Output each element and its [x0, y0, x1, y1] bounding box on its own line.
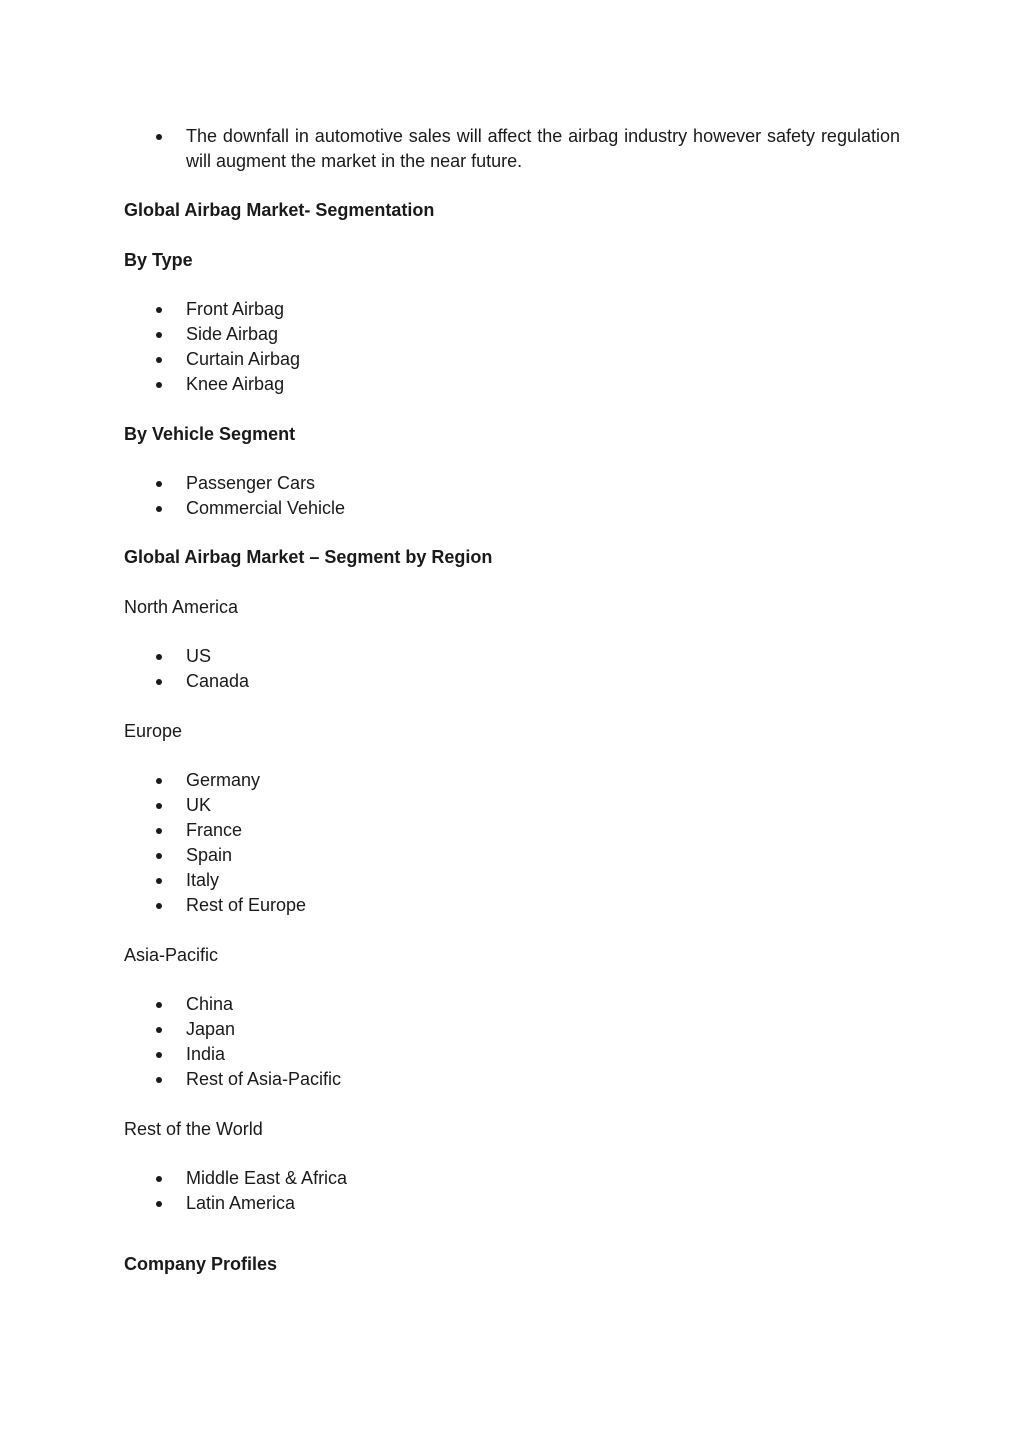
bullet-icon: [156, 1077, 162, 1083]
list-item-label: Italy: [186, 870, 220, 890]
list-item-label: US: [186, 646, 212, 666]
by-type-list: [124, 297, 900, 397]
list-item: [124, 644, 900, 669]
bullet-icon: [156, 1052, 162, 1058]
list-item-label: Side Airbag: [186, 324, 279, 344]
list-item: [124, 843, 900, 868]
bullet-icon: [156, 1027, 162, 1033]
list-item-label: Japan: [186, 1019, 236, 1039]
list-item-label: India: [186, 1044, 226, 1064]
list-item-label: Rest of Asia-Pacific: [186, 1069, 342, 1089]
company-profiles-heading: Company Profiles: [124, 1254, 278, 1274]
bullet-icon: [156, 382, 162, 388]
list-item: [124, 372, 900, 397]
list-item-label: Commercial Vehicle: [186, 498, 346, 518]
segmentation-heading: Global Airbag Market- Segmentation: [124, 200, 435, 220]
region-heading: Global Airbag Market – Segment by Region: [124, 547, 493, 567]
list-item: [124, 893, 900, 918]
bullet-icon: [156, 878, 162, 884]
rest-of-world-heading: Rest of the World: [124, 1119, 263, 1139]
bullet-icon: [156, 654, 162, 660]
intro-bullet: [124, 124, 900, 174]
north-america-heading: North America: [124, 597, 239, 617]
list-item-label: UK: [186, 795, 212, 815]
list-item: [124, 297, 900, 322]
list-item: [124, 471, 900, 496]
list-item-label: Canada: [186, 671, 250, 691]
list-item-label: Germany: [186, 770, 261, 790]
bullet-icon: [156, 903, 162, 909]
europe-heading: Europe: [124, 721, 183, 741]
list-item: [124, 868, 900, 893]
asia-pacific-heading: Asia-Pacific: [124, 945, 219, 965]
rest-of-world-list: [124, 1166, 900, 1216]
bullet-icon: [156, 332, 162, 338]
bullet-icon: [156, 778, 162, 784]
by-vehicle-heading: By Vehicle Segment: [124, 424, 296, 444]
list-item: [124, 818, 900, 843]
bullet-icon: [156, 679, 162, 685]
bullet-icon: [156, 1002, 162, 1008]
list-item: [124, 1017, 900, 1042]
list-item: [124, 1191, 900, 1216]
list-item: [124, 496, 900, 521]
list-item-label: Spain: [186, 845, 233, 865]
list-item: [124, 992, 900, 1017]
bullet-icon: [156, 803, 162, 809]
list-item-label: China: [186, 994, 234, 1014]
list-item: [124, 793, 900, 818]
list-item: [124, 1067, 900, 1092]
bullet-icon: [156, 481, 162, 487]
north-america-list: [124, 644, 900, 694]
by-type-heading: By Type: [124, 250, 193, 270]
list-item-label: Rest of Europe: [186, 895, 307, 915]
list-item: [124, 1042, 900, 1067]
list-item-label: Passenger Cars: [186, 473, 316, 493]
list-item-label: Middle East & Africa: [186, 1168, 348, 1188]
bullet-icon: [156, 1201, 162, 1207]
bullet-icon: [156, 307, 162, 313]
list-item-label: Latin America: [186, 1193, 296, 1213]
list-item: [124, 669, 900, 694]
list-item: [124, 322, 900, 347]
asia-pacific-list: [124, 992, 900, 1092]
bullet-icon: [156, 134, 162, 140]
list-item-label: Front Airbag: [186, 299, 285, 319]
europe-list: [124, 768, 900, 918]
intro-bullet-text: The downfall in automotive sales will affect the airbag industry however safety regulation will augment the market in the near future.: [186, 126, 900, 171]
list-item-label: Curtain Airbag: [186, 349, 301, 369]
bullet-icon: [156, 506, 162, 512]
bullet-icon: [156, 853, 162, 859]
list-item: [124, 768, 900, 793]
by-vehicle-list: [124, 471, 900, 521]
list-item-label: France: [186, 820, 243, 840]
bullet-icon: [156, 828, 162, 834]
bullet-icon: [156, 357, 162, 363]
list-item: [124, 1166, 900, 1191]
list-item-label: Knee Airbag: [186, 374, 285, 394]
bullet-icon: [156, 1176, 162, 1182]
list-item: [124, 347, 900, 372]
